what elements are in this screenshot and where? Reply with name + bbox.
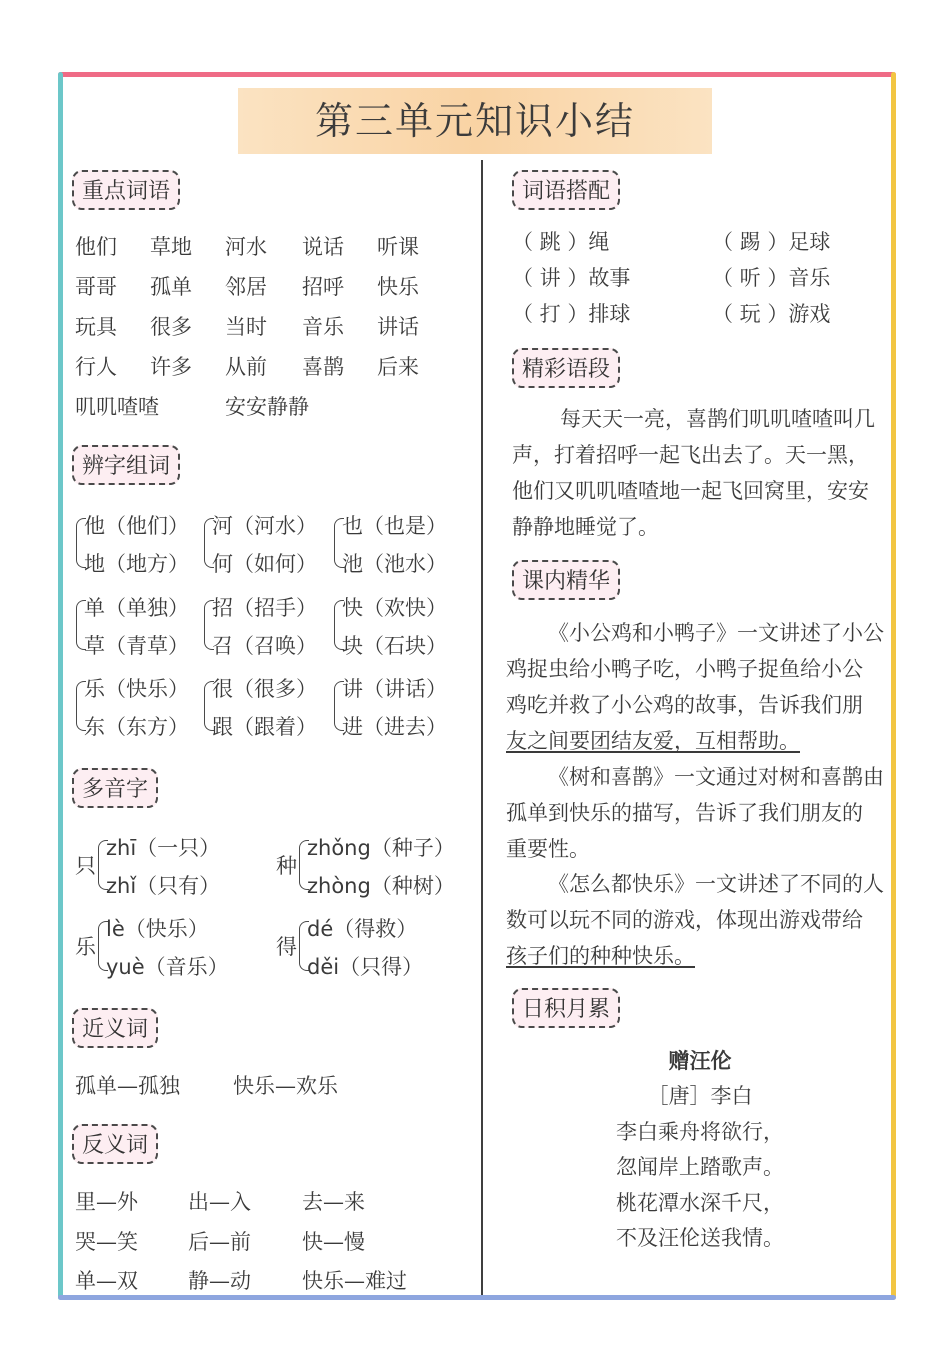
section-key-words: 重点词语 (72, 170, 180, 210)
essence-line: 孤单到快乐的描写，告诉了我们朋友的 (506, 801, 863, 825)
section-char-words: 辨字组词 (72, 445, 180, 485)
char-pair: 很（很多） (212, 677, 317, 701)
section-antonyms: 反义词 (72, 1124, 158, 1164)
collocation-item: （ 踢 ）足球 (712, 230, 831, 254)
char-pair: 他（他们） (84, 514, 189, 538)
poem-line: 李白乘舟将欲行， (616, 1120, 784, 1144)
page-title: 第三单元知识小结 (314, 99, 635, 143)
key-word: 说话 (302, 235, 344, 259)
char-pair: 快（欢快） (342, 596, 447, 620)
polyphone-char: 得 (276, 935, 297, 959)
polyphone-reading: zhòng（种树） (307, 874, 455, 898)
poem-line: 忽闻岸上踏歌声。 (616, 1155, 784, 1179)
key-word: 后来 (377, 355, 419, 379)
section-polyphone: 多音字 (72, 768, 158, 808)
char-pair: 草（青草） (84, 634, 189, 658)
key-word: 河水 (225, 235, 267, 259)
antonym-pair: 快乐—难过 (302, 1269, 407, 1293)
antonym-pair: 去—来 (302, 1190, 365, 1214)
poem-line: 桃花潭水深千尺， (616, 1191, 784, 1215)
essence-line-text: 《小公鸡和小鸭子》一文讲述了小公 (548, 621, 884, 645)
polyphone-reading: děi（只得） (307, 955, 424, 979)
poem-line: 不及汪伦送我情。 (616, 1226, 784, 1250)
antonym-pair: 快—慢 (302, 1230, 365, 1254)
section-passage: 精彩语段 (512, 348, 620, 388)
char-pair: 也（也是） (342, 514, 447, 538)
polyphone-reading: dé（得救） (307, 917, 418, 941)
key-word: 草地 (150, 235, 192, 259)
collocation-item: （ 玩 ）游戏 (712, 302, 831, 326)
antonym-pair: 后—前 (188, 1230, 251, 1254)
key-word: 哥哥 (75, 275, 117, 299)
frame-left-border (58, 72, 63, 1300)
antonym-pair: 哭—笑 (75, 1230, 138, 1254)
section-synonyms: 近义词 (72, 1008, 158, 1048)
essence-line: 数可以玩不同的游戏，体现出游戏带给 (506, 908, 863, 932)
essence-line: 《树和喜鹊》一文通过对树和喜鹊由 (548, 765, 884, 789)
section-daily: 日积月累 (512, 988, 620, 1028)
char-pair: 跟（跟着） (212, 715, 317, 739)
passage-line: 声，打着招呼一起飞出去了。天一黑， (512, 443, 869, 467)
passage-line: 静静地睡觉了。 (512, 515, 659, 539)
section-essence: 课内精华 (512, 560, 620, 600)
key-word: 邻居 (225, 275, 267, 299)
essence-line (548, 616, 890, 652)
essence-line: 鸡捉虫给小鸭子吃，小鸭子捉鱼给小公 (506, 657, 863, 681)
polyphone-char: 只 (75, 854, 96, 878)
frame-bottom-border (58, 1295, 896, 1300)
essence-line: 友之间要团结友爱，互相帮助。 (506, 729, 800, 753)
char-pair: 单（单独） (84, 596, 189, 620)
synonym-pair: 快乐—欢乐 (233, 1074, 338, 1098)
char-pair: 块（石块） (342, 634, 447, 658)
key-word: 玩具 (75, 315, 117, 339)
key-word: 很多 (150, 315, 192, 339)
key-word: 快乐 (377, 275, 419, 299)
key-word: 讲话 (377, 315, 419, 339)
poem-author: ［唐］李白 (647, 1084, 753, 1108)
antonym-pair: 出—入 (188, 1190, 251, 1214)
polyphone-reading: yuè（音乐） (106, 955, 229, 979)
polyphone-reading: lè（快乐） (106, 917, 209, 941)
collocation-item: （ 打 ）排球 (512, 302, 631, 326)
key-word: 他们 (75, 235, 117, 259)
synonym-pair: 孤单—孤独 (75, 1074, 180, 1098)
key-word: 行人 (75, 355, 117, 379)
passage-line: 他们又叽叽喳喳地一起飞回窝里，安安 (512, 479, 869, 503)
polyphone-char: 种 (276, 854, 297, 878)
column-divider (481, 160, 483, 1295)
frame-top-border (58, 72, 896, 77)
char-pair: 河（河水） (212, 514, 317, 538)
polyphone-reading: zhǐ（只有） (106, 874, 221, 898)
antonym-pair: 静—动 (188, 1269, 251, 1293)
key-word: 喜鹊 (302, 355, 344, 379)
key-word: 音乐 (302, 315, 344, 339)
polyphone-reading: zhǒng（种子） (307, 836, 455, 860)
essence-line: 《怎么都快乐》一文讲述了不同的人 (548, 872, 884, 896)
char-pair: 乐（快乐） (84, 677, 189, 701)
passage-line: 每天天一亮，喜鹊们叽叽喳喳叫几 (560, 407, 875, 431)
char-pair: 讲（讲话） (342, 677, 447, 701)
char-pair: 进（进去） (342, 715, 447, 739)
essence-line: 孩子们的种种快乐。 (506, 944, 695, 968)
char-pair: 东（东方） (84, 715, 189, 739)
polyphone-reading: zhī（一只） (106, 836, 221, 860)
section-collocation: 词语搭配 (512, 170, 620, 210)
essence-line: 重要性。 (506, 837, 590, 861)
key-word: 当时 (225, 315, 267, 339)
antonym-pair: 里—外 (75, 1190, 138, 1214)
char-pair: 召（召唤） (212, 634, 317, 658)
collocation-item: （ 跳 ）绳 (512, 230, 610, 254)
char-pair: 招（招手） (212, 596, 317, 620)
polyphone-char: 乐 (75, 935, 96, 959)
key-word: 安安静静 (225, 395, 309, 419)
poem-title: 赠汪伦 (668, 1049, 732, 1073)
key-word: 从前 (225, 355, 267, 379)
antonym-pair: 单—双 (75, 1269, 138, 1293)
char-pair: 何（如何） (212, 552, 317, 576)
key-word: 听课 (377, 235, 419, 259)
essence-line: 鸡吃并救了小公鸡的故事，告诉我们朋 (506, 693, 863, 717)
key-word: 许多 (150, 355, 192, 379)
collocation-item: （ 讲 ）故事 (512, 266, 631, 290)
key-word: 招呼 (302, 275, 344, 299)
char-pair: 地（地方） (84, 552, 189, 576)
key-word: 孤单 (150, 275, 192, 299)
collocation-item: （ 听 ）音乐 (712, 266, 831, 290)
frame-right-border (891, 72, 896, 1300)
key-word: 叽叽喳喳 (75, 395, 159, 419)
char-pair: 池（池水） (342, 552, 447, 576)
